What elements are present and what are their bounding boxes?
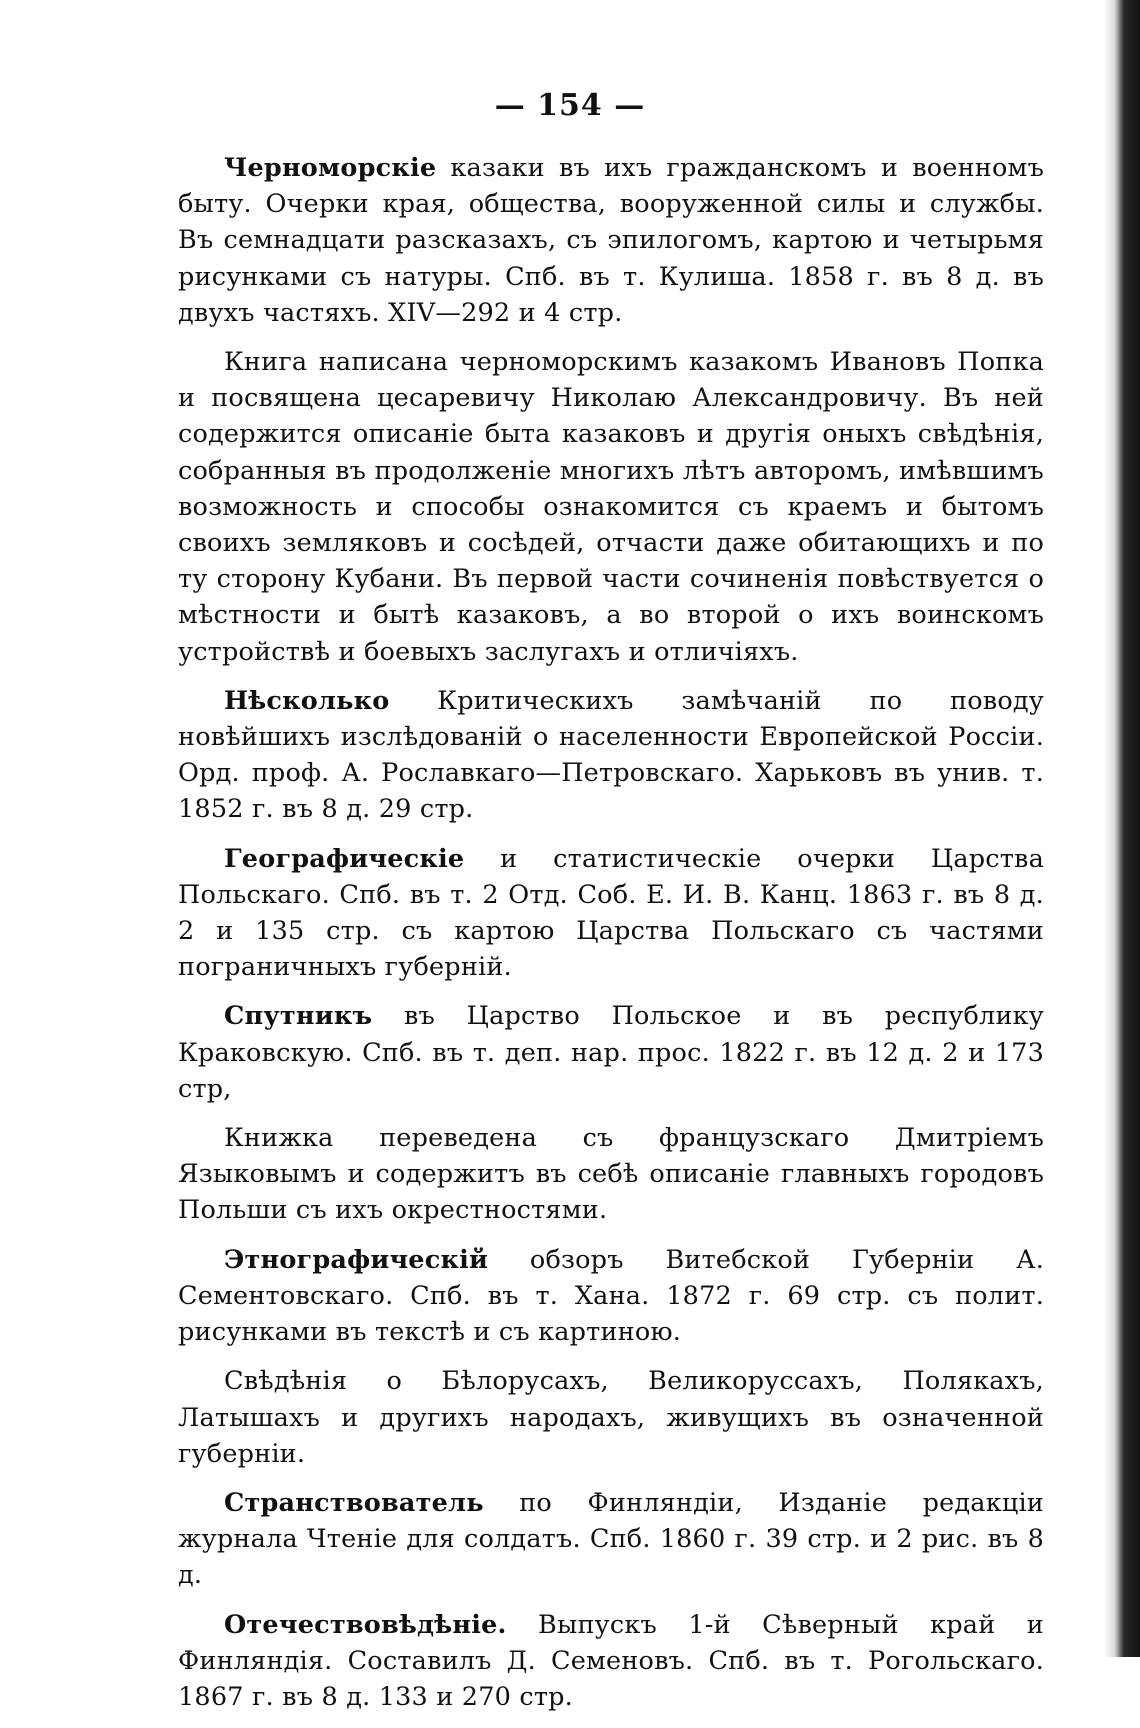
text-column	[178, 150, 1044, 1728]
entry-head: Странствователь	[224, 1487, 484, 1518]
annotation-paragraph: Книга написана черноморскимъ казакомъ Ивановъ Попка и посвящена цесаревичу Николаю Александровичу. Въ ней содержится описаніе быта казаковъ и другія оныхъ свѣдѣнія, собранныя въ продолженіе многихъ лѣтъ авторомъ, имѣвшимъ возможность и способы ознакомится съ краемъ и бытомъ своихъ земляковъ и сосѣдей, отчасти даже обитающихъ и по ту сторону Кубани. Въ первой части сочиненія повѣствуется о мѣстности и бытѣ казаковъ, а во второй о ихъ воинскомъ устройствѣ и боевыхъ заслугахъ и отличіяхъ.	[178, 347, 1044, 667]
bibliography-entry	[178, 1242, 1044, 1351]
page-edge-shadow	[1104, 0, 1140, 1657]
entry-text: обзоръ Витебской Губерніи А. Сементовскаго. Спб. въ т. Хана. 1872 г. 69 стр. съ полит. рисунками въ текстѣ и съ картиною.	[178, 1244, 1044, 1348]
annotation-paragraph: Свѣдѣнія о Бѣлорусахъ, Великоруссахъ, Полякахъ, Латышахъ и другихъ народахъ, живущихъ въ означенной губерніи.	[178, 1366, 1044, 1469]
bibliography-entry	[178, 683, 1044, 828]
entry-text: по Финляндіи, Изданіе редакціи журнала Чтеніе для солдатъ. Спб. 1860 г. 39 стр. и 2 рис. въ 8 д.	[178, 1487, 1044, 1591]
entry-text: и статистическіе очерки Царства Польскаго. Спб. въ т. 2 Отд. Соб. Е. И. В. Канц. 1863 г. въ 8 д. 2 и 135 стр. съ картою Царства Польскаго съ частями пограничныхъ губерній.	[178, 843, 1044, 983]
entry-head: Нѣсколько	[224, 685, 390, 716]
bibliography-entry	[178, 1607, 1044, 1716]
entry-head: Черноморскіе	[224, 153, 437, 183]
entry-text: Критическихъ замѣчаній по поводу новѣйшихъ изслѣдованій о населенности Европейской Россіи. Орд. проф. А. Рославкаго—Петровскаго. Харьковъ въ унив. т. 1852 г. въ 8 д. 29 стр.	[178, 685, 1044, 825]
annotation-paragraph: Книжка переведена съ французскаго Дмитріемъ Языковымъ и содержитъ въ себѣ описаніе главныхъ городовъ Польши съ ихъ окрестностями.	[178, 1123, 1044, 1226]
entry-head: Этнографическій	[224, 1244, 489, 1275]
bibliography-entry	[178, 841, 1044, 986]
bibliography-entry	[178, 998, 1044, 1107]
entry-text: казаки въ ихъ гражданскомъ и военномъ быту. Очерки края, общества, вооруженной силы и службы. Въ семнадцати разсказахъ, съ эпилогомъ, картою и четырьмя рисунками съ натуры. Спб. въ т. Кулиша. 1858 г. въ 8 д. въ двухъ частяхъ. XIV—292 и 4 стр.	[178, 153, 1044, 328]
bibliography-entry	[178, 150, 1044, 331]
page-number: — 154 —	[494, 88, 646, 123]
entry-text: Выпускъ 1-й Сѣверный край и Финляндія. Составилъ Д. Семеновъ. Спб. въ т. Рогольскаго. 1867 г. въ 8 д. 133 и 270 стр.	[178, 1609, 1044, 1712]
bibliography-entry	[178, 1485, 1044, 1594]
entry-text: въ Царство Польское и въ республику Краковскую. Спб. въ т. деп. нар. прос. 1822 г. въ 12 д. 2 и 173 стр,	[178, 1001, 1044, 1104]
entry-head: Отечествовѣдѣніе.	[224, 1609, 507, 1640]
entry-head: Спутникъ	[224, 1001, 373, 1032]
entry-head: Географическіе	[224, 843, 465, 874]
